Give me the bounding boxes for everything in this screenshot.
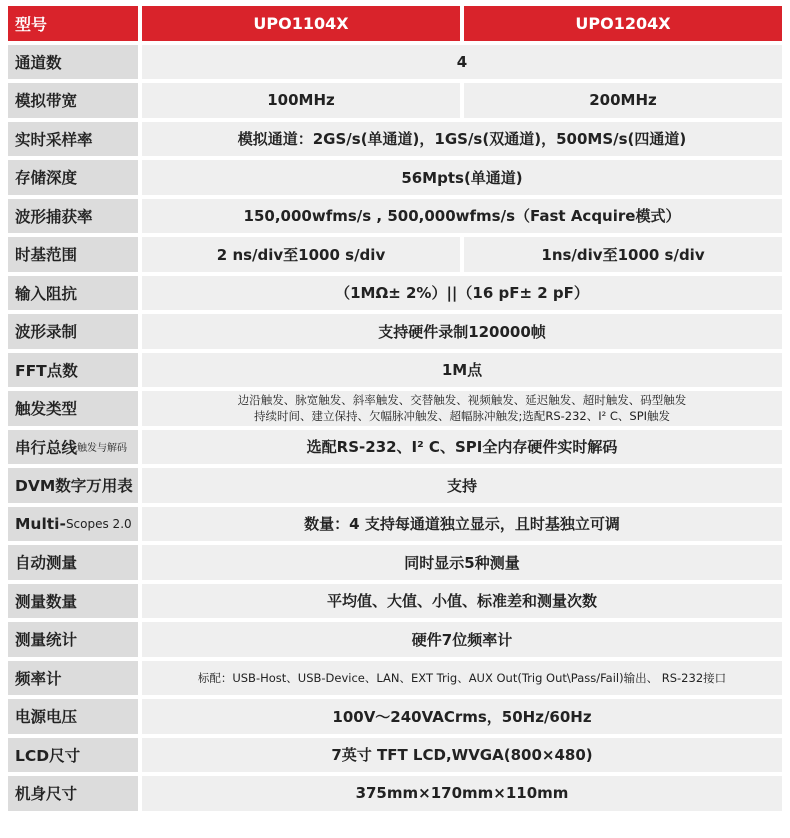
row-value-line: 持续时间、建立保持、欠幅脉冲触发、超幅脉冲触发;选配RS-232、I² C、SPI触发 [253, 409, 671, 424]
table-header-row [8, 6, 782, 41]
table-row [8, 545, 782, 580]
row-label: 触发类型 [8, 391, 138, 426]
table-row [8, 699, 782, 734]
row-label-main: Multi- [15, 514, 66, 533]
table-row [8, 584, 782, 619]
table-row [8, 353, 782, 388]
row-label: 存储深度 [8, 160, 138, 195]
row-value: 支持硬件录制120000帧 [142, 314, 782, 349]
table-row [8, 430, 782, 465]
header-model-upo1204x: UPO1204X [464, 6, 782, 41]
row-label: FFT点数 [8, 353, 138, 388]
table-row [8, 661, 782, 696]
row-label [8, 507, 138, 542]
table-row [8, 776, 782, 811]
table-row [8, 237, 782, 272]
row-label: 实时采样率 [8, 122, 138, 157]
row-value: 模拟通道：2GS/s(单通道)，1GS/s(双通道)，500MS/s(四通道) [142, 122, 782, 157]
row-value: 数量：4 支持每通道独立显示，且时基独立可调 [142, 507, 782, 542]
row-value: 平均值、大值、小值、标准差和测量次数 [142, 584, 782, 619]
row-value: （1MΩ± 2%）||（16 pF± 2 pF） [142, 276, 782, 311]
row-label: DVM数字万用表 [8, 468, 138, 503]
row-label [8, 430, 138, 465]
spec-table [8, 6, 782, 815]
row-value-line: 边沿触发、脉宽触发、斜率触发、交替触发、视频触发、延迟触发、超时触发、码型触发 [237, 393, 687, 408]
table-row [8, 276, 782, 311]
row-value: 标配：USB-Host、USB-Device、LAN、EXT Trig、AUX Out(Trig Out\Pass/Fail)输出、 RS-232接口 [142, 661, 782, 696]
row-value: 支持 [142, 468, 782, 503]
row-value: 56Mpts(单通道) [142, 160, 782, 195]
table-row [8, 83, 782, 118]
row-label: LCD尺寸 [8, 738, 138, 773]
row-value: 100V～240VACrms，50Hz/60Hz [142, 699, 782, 734]
header-model-upo1104x: UPO1104X [142, 6, 460, 41]
table-row [8, 314, 782, 349]
row-value-upo1204x: 1ns/div至1000 s/div [464, 237, 782, 272]
row-value: 同时显示5种测量 [142, 545, 782, 580]
header-label: 型号 [8, 6, 138, 41]
table-row [8, 160, 782, 195]
row-label: 通道数 [8, 45, 138, 80]
row-label-sub: 触发与解码 [77, 443, 128, 455]
table-row [8, 468, 782, 503]
row-value-upo1204x: 200MHz [464, 83, 782, 118]
row-label: 测量统计 [8, 622, 138, 657]
row-label: 波形捕获率 [8, 199, 138, 234]
table-row [8, 738, 782, 773]
row-value: 选配RS-232、I² C、SPI全内存硬件实时解码 [142, 430, 782, 465]
row-value: 硬件7位频率计 [142, 622, 782, 657]
row-value: 7英寸 TFT LCD,WVGA(800×480) [142, 738, 782, 773]
table-row [8, 199, 782, 234]
row-value [142, 391, 782, 426]
row-value: 150,000wfms/s , 500,000wfms/s（Fast Acquire模式） [142, 199, 782, 234]
row-label-sub: Scopes 2.0 [65, 516, 132, 531]
table-row [8, 507, 782, 542]
row-label: 时基范围 [8, 237, 138, 272]
table-row [8, 622, 782, 657]
row-value: 4 [142, 45, 782, 80]
row-label: 机身尺寸 [8, 776, 138, 811]
row-label: 频率计 [8, 661, 138, 696]
row-label: 电源电压 [8, 699, 138, 734]
row-value: 375mm×170mm×110mm [142, 776, 782, 811]
row-label-main: 串行总线 [15, 438, 78, 457]
table-row [8, 45, 782, 80]
row-value: 1M点 [142, 353, 782, 388]
row-value-upo1104x: 100MHz [142, 83, 460, 118]
row-label: 模拟带宽 [8, 83, 138, 118]
row-value-upo1104x: 2 ns/div至1000 s/div [142, 237, 460, 272]
row-label: 自动测量 [8, 545, 138, 580]
row-label: 测量数量 [8, 584, 138, 619]
table-row [8, 122, 782, 157]
row-label: 波形录制 [8, 314, 138, 349]
table-row [8, 391, 782, 426]
row-label: 输入阻抗 [8, 276, 138, 311]
